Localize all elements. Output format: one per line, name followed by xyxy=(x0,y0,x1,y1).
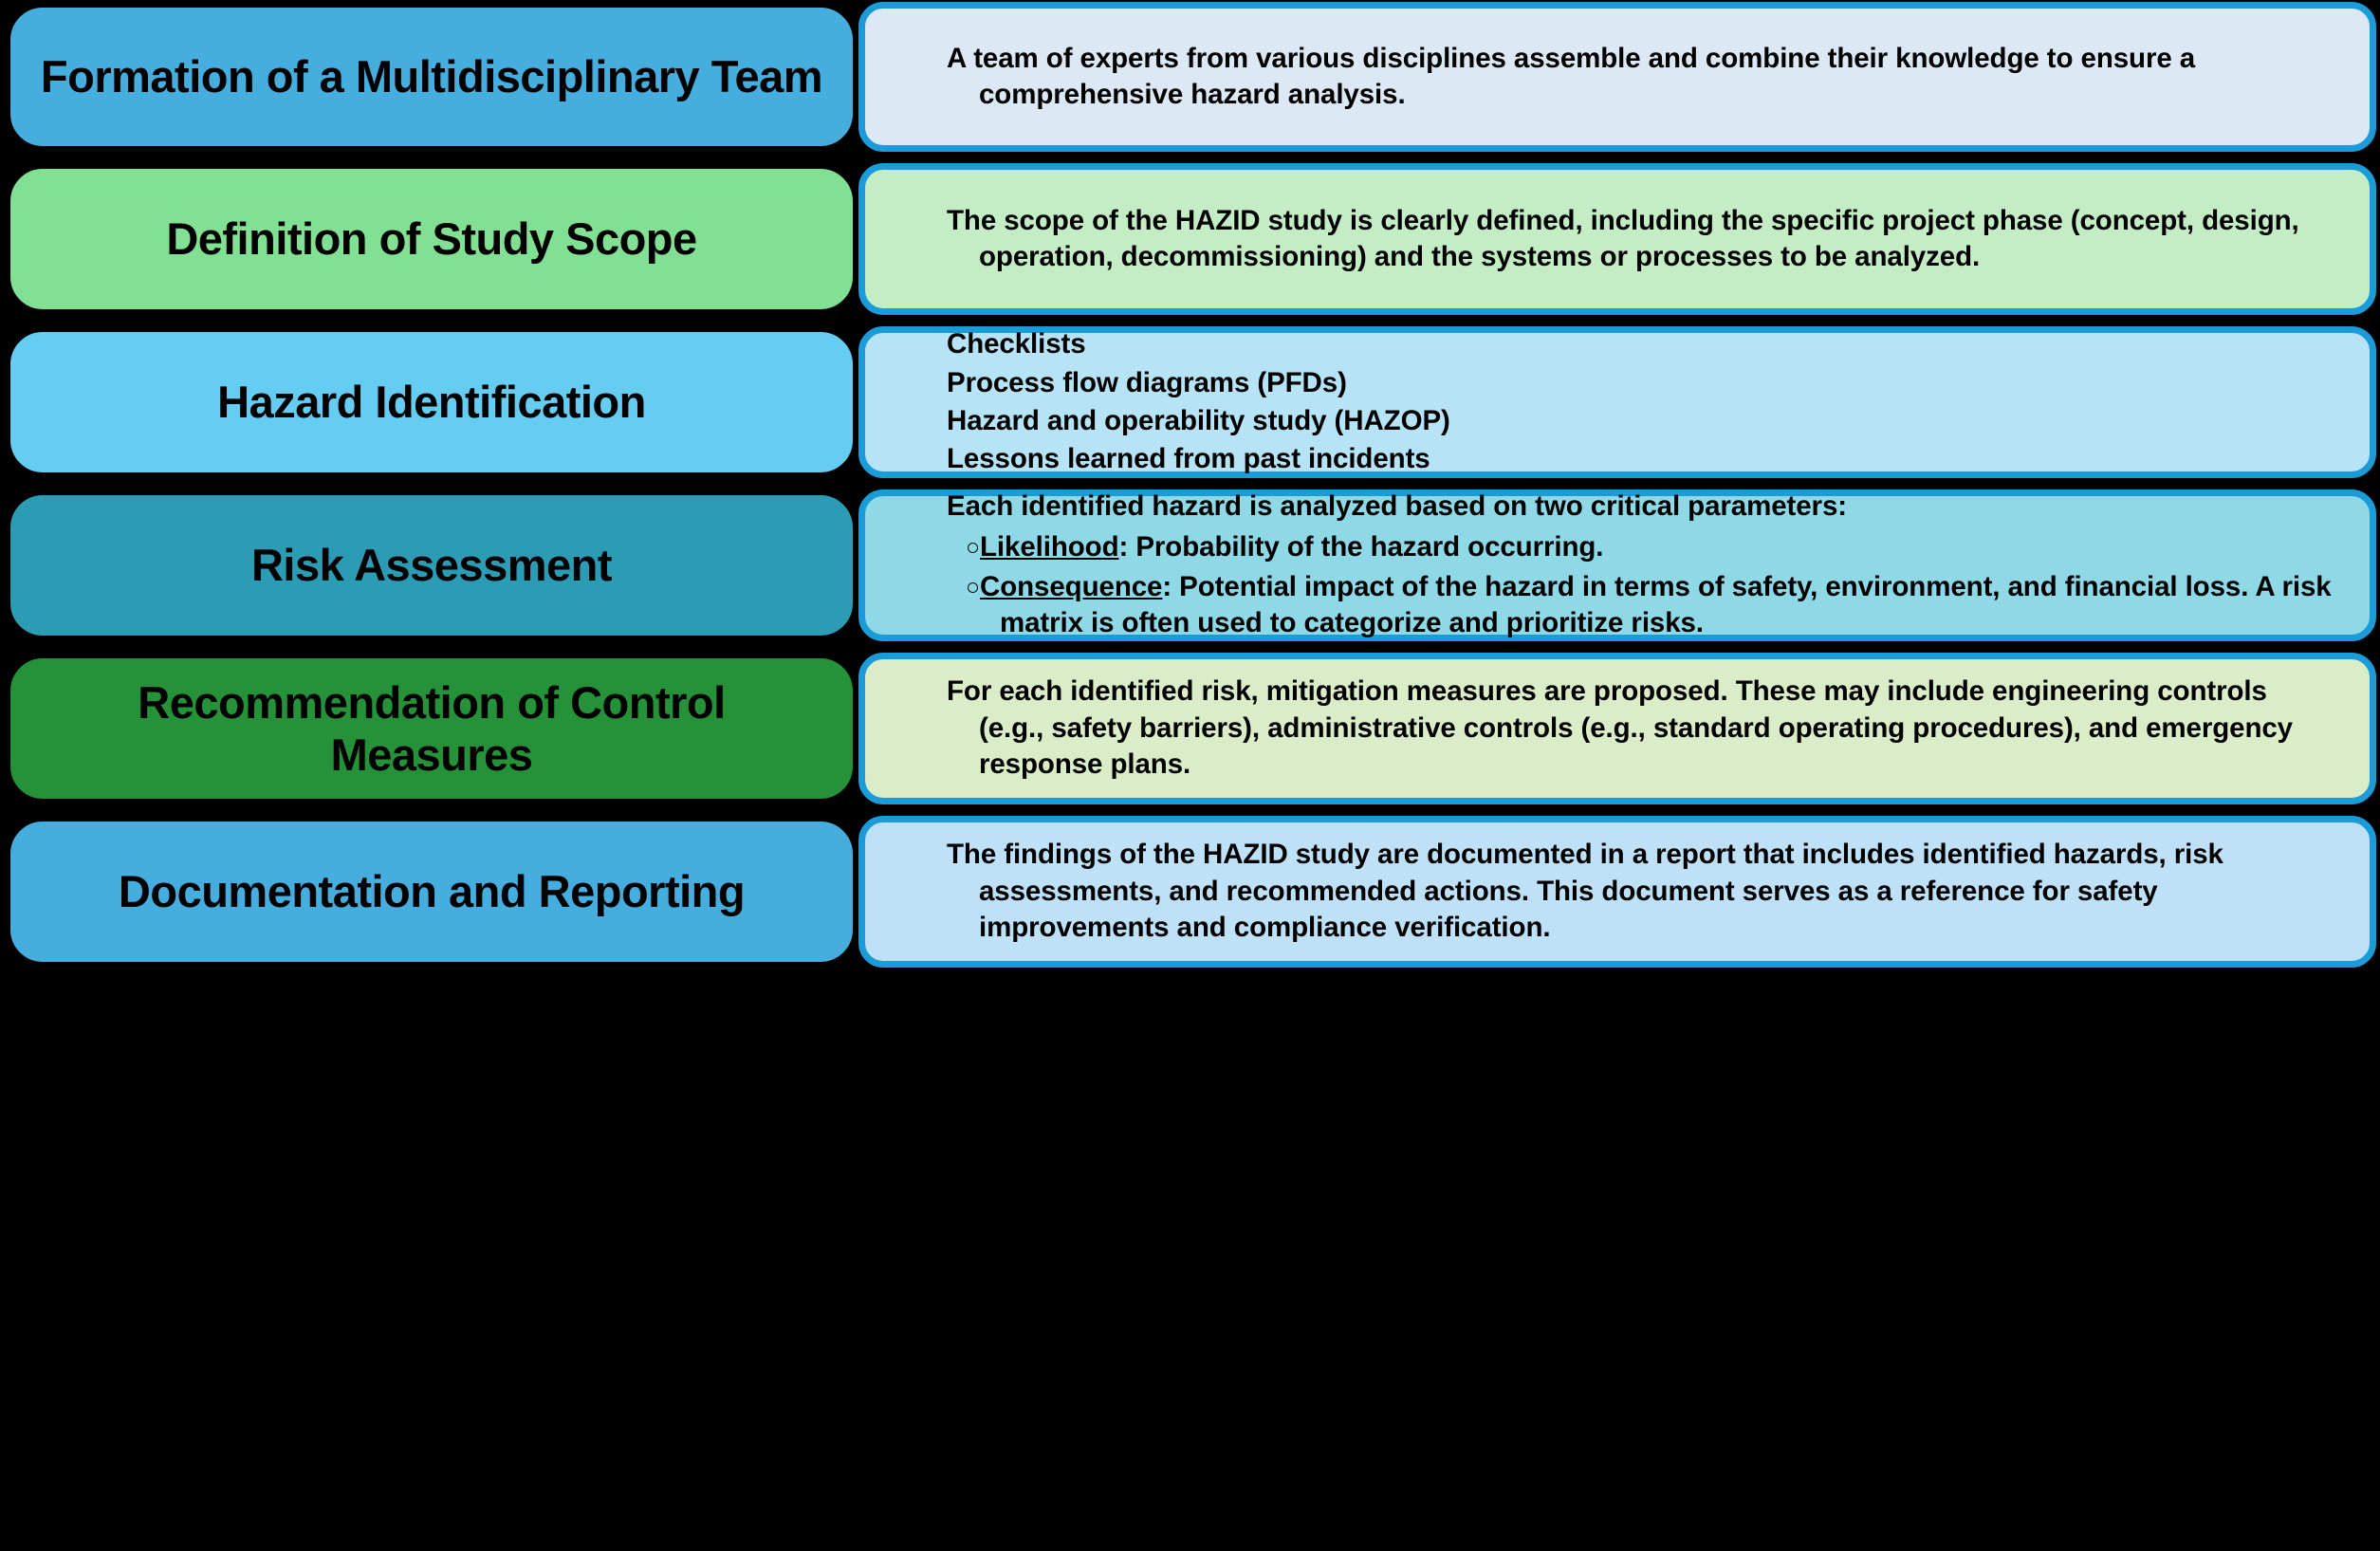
stage-box-hazard-identification[interactable] xyxy=(5,326,858,478)
stage-label: Risk Assessment xyxy=(250,540,613,591)
process-row xyxy=(0,2,2380,152)
parameter-term: Likelihood xyxy=(980,530,1119,563)
stage-label: Hazard Identification xyxy=(217,377,646,428)
description-panel xyxy=(858,2,2376,152)
list-item xyxy=(947,529,2337,565)
description-panel xyxy=(858,326,2376,478)
risk-parameter-list xyxy=(947,529,2337,642)
list-item: Hazard and operability study (HAZOP) xyxy=(947,405,1450,436)
stage-box-formation-of-a-multidisciplinary-team[interactable] xyxy=(5,2,858,152)
description-panel xyxy=(858,163,2376,315)
process-row xyxy=(0,163,2380,315)
parameter-description: : Probability of the hazard occurring. xyxy=(1118,530,1604,563)
hazard-method-list xyxy=(947,325,2337,478)
description-panel xyxy=(858,816,2376,968)
stage-box-risk-assessment[interactable] xyxy=(5,489,858,641)
process-row xyxy=(0,326,2380,478)
list-item: Checklists xyxy=(947,328,1086,360)
description-text: The findings of the HAZID study are documented in a report that includes identified hazards, risk assessments, and recommended actions. This document serves as a reference for safety improvements and compliance verification. xyxy=(947,839,2223,944)
stage-label: Documentation and Reporting xyxy=(118,866,746,917)
stage-label: Formation of a Multidisciplinary Team xyxy=(40,51,823,102)
parameter-term: Consequence xyxy=(980,571,1163,602)
description-text: A team of experts from various disciplines assemble and combine their knowledge to ensure a comprehensive hazard analysis. xyxy=(947,42,2196,110)
process-row xyxy=(0,489,2380,641)
description-panel xyxy=(858,489,2376,641)
process-row xyxy=(0,816,2380,968)
description-text: For each identified risk, mitigation measures are proposed. These may include engineering controls (e.g., safety barriers), administrative controls (e.g., standard operating procedures), and emergency response plans. xyxy=(947,675,2293,781)
circle-bullet-icon: ○ xyxy=(966,533,981,561)
stage-label: Recommendation of Control Measures xyxy=(138,676,726,780)
stage-box-definition-of-study-scope[interactable] xyxy=(5,163,858,315)
circle-bullet-icon: ○ xyxy=(966,574,981,600)
description-text: The scope of the HAZID study is clearly defined, including the specific project phase (concept, design, operation, decommissioning) and the systems or processes to be analyzed. xyxy=(947,204,2299,272)
description-panel xyxy=(858,653,2376,804)
parameter-description: : Potential impact of the hazard in terms of safety, environment, and financial loss. A risk matrix is often used to categorize and prioritize risks. xyxy=(1000,571,2332,639)
process-row xyxy=(0,653,2380,804)
stage-box-recommendation-of-control-measures[interactable] xyxy=(5,653,858,804)
list-item xyxy=(947,569,2337,642)
stage-box-documentation-and-reporting[interactable] xyxy=(5,816,858,968)
stage-label: Definition of Study Scope xyxy=(166,213,697,265)
lead-text: Each identified hazard is analyzed based on two critical parameters: xyxy=(947,490,1847,523)
list-item: Process flow diagrams (PFDs) xyxy=(947,366,1347,398)
risk-parameters-block xyxy=(947,489,2337,641)
list-item: Lessons learned from past incidents xyxy=(947,443,1430,475)
